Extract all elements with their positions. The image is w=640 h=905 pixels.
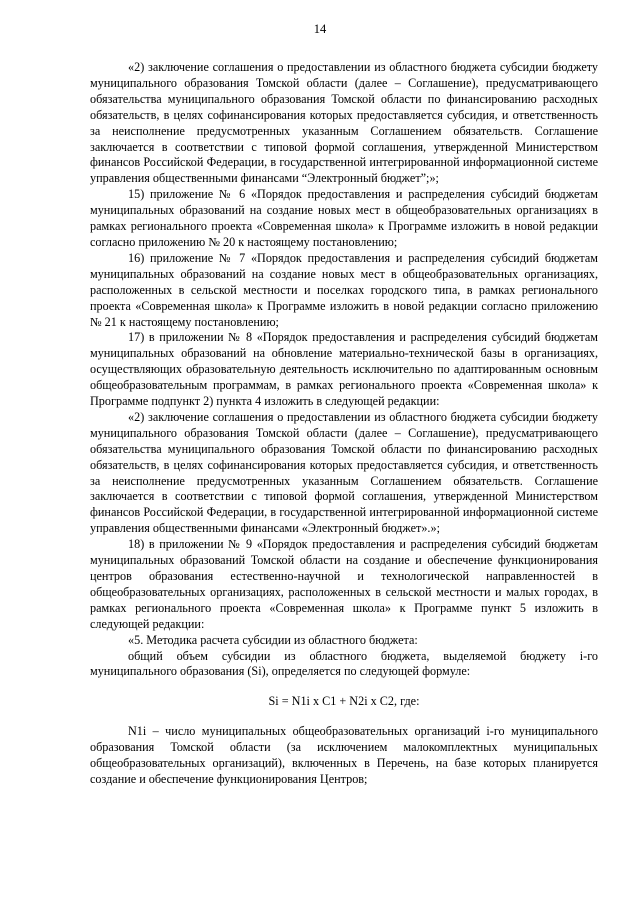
paragraph-item-17: 17) в приложении № 8 «Порядок предоставления и распределения субсидий бюджетам муниципальных образований на обновление материально-технической базы в организациях, осуществляющих образовательную деятельность исключительно по адаптированным основным общеобразовательным программам, в рамках регионального проекта «Современная школа» к Программе подпункт 2) пункта 4 изложить в следующей редакции:: [90, 330, 598, 409]
paragraph-formula-intro: общий объем субсидии из областного бюджета, выделяемой бюджету i-го муниципального образования (Si), определяется по следующей формуле:: [90, 648, 598, 679]
paragraph-agreement-clause: «2) заключение соглашения о предоставлении из областного бюджета субсидии бюджету муниципального образования Томской области (далее – Соглашение), предусматривающего обязательства муниципального образования Томской области по финансированию расходных обязательств, в целях софинансирования которых предоставляется субсидия, и ответственность за неисполнение предусмотренных указанным Соглашением обязательств. Соглашение заключается в соответствии с типовой формой соглашения, утвержденной Министерством финансов Российской Федерации, в государственной интегрированной информационной системе управления общественными финансами “Электронный бюджет”;»;: [90, 60, 598, 186]
paragraph-item-18: 18) в приложении № 9 «Порядок предоставления и распределения субсидий бюджетам муниципальных образований Томской области на создание и обеспечение функционирования центров образования естественно-научной и технологической направленностей в общеобразовательных организациях, расположенных в сельской местности и малых городах, в рамках регионального проекта «Современная школа» к Программе пункт 5 изложить в следующей редакции:: [90, 537, 598, 631]
paragraph-item-16: 16) приложение № 7 «Порядок предоставления и распределения субсидий бюджетам муниципальных образований на создание новых мест в общеобразовательных организациях, расположенных в сельской местности и поселках городского типа, в рамках регионального проекта «Современная школа» к Программе изложить в новой редакции согласно приложению № 21 к настоящему постановлению;: [90, 250, 598, 329]
page-number: 14: [313, 22, 327, 36]
paragraph-n1i-definition: N1i – число муниципальных общеобразовательных организаций i-го муниципального образования Томской области (за исключением малокомплектных муниципальных общеобразовательных организаций), включенных в Перечень, на базе которых планируется создание и обеспечение функционирования Центров;: [90, 724, 598, 786]
subsidy-formula: Si = N1i x C1 + N2i x C2, где:: [268, 694, 420, 709]
paragraph-agreement-clause-2: «2) заключение соглашения о предоставлении из областного бюджета субсидии бюджету муниципального образования Томской области (далее – Соглашение), предусматривающего обязательства муниципального образования Томской области по финансированию расходных обязательств, в целях софинансирования которых предоставляется субсидия, и ответственность за неисполнение предусмотренных указанным Соглашением обязательств. Соглашение заключается в соответствии с типовой формой соглашения, утвержденной Министерством финансов Российской Федерации, в государственной интегрированной информационной системе управления общественными финансами «Электронный бюджет».»;: [90, 409, 598, 536]
document-body: [90, 60, 598, 788]
paragraph-item-15: 15) приложение № 6 «Порядок предоставления и распределения субсидий бюджетам муниципальных образований на создание новых мест в общеобразовательных организациях в рамках регионального проекта «Современная школа» к Программе изложить в новой редакции согласно приложению № 20 к настоящему постановлению;: [90, 187, 598, 249]
paragraph-methodology-heading: «5. Методика расчета субсидии из областного бюджета:: [128, 632, 418, 647]
